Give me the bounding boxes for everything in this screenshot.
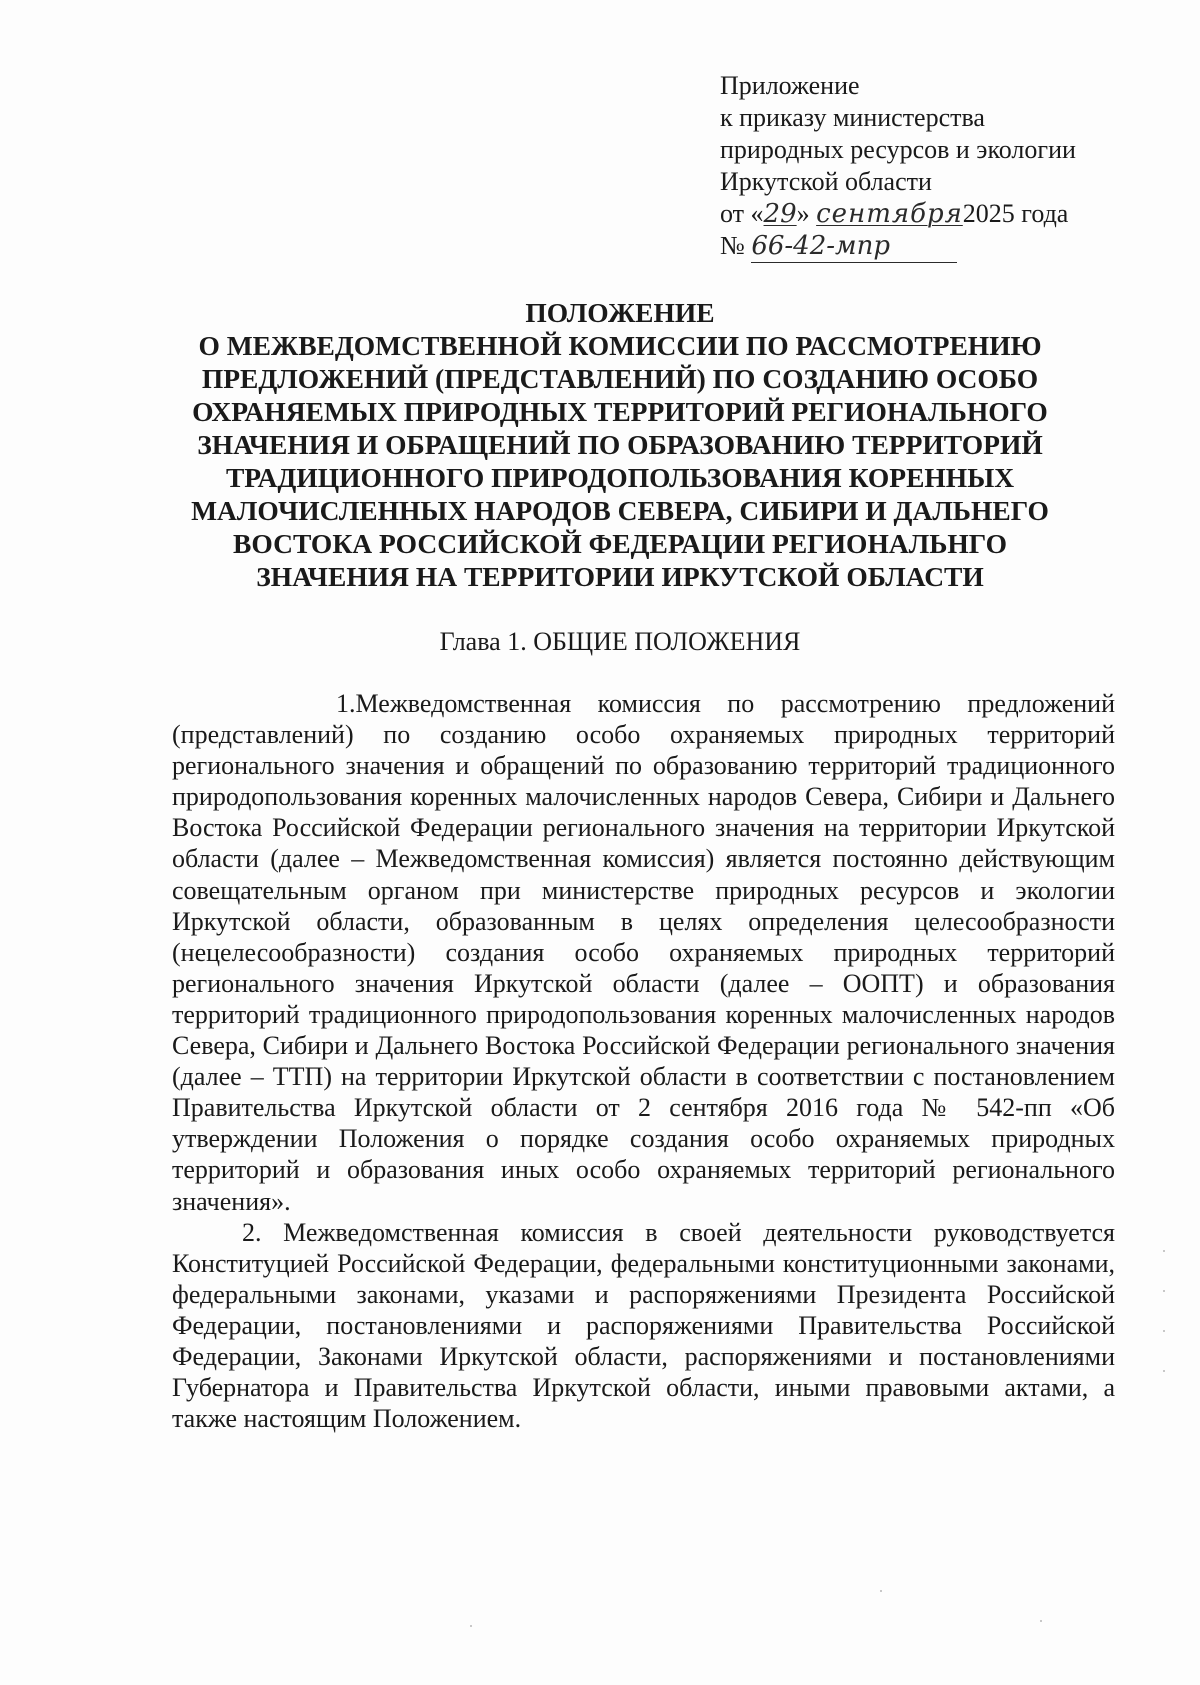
handwritten-date-month: сентября — [816, 199, 963, 229]
handwritten-order-number: 66-42-мпр — [751, 230, 957, 263]
appendix-line-3: природных ресурсов и экологии — [720, 135, 1076, 164]
appendix-line-2: к приказу министерства — [720, 103, 985, 132]
scan-speck — [470, 1625, 472, 1627]
appendix-block — [720, 70, 1140, 263]
paragraph-1 — [172, 688, 1115, 1217]
appendix-line-1: Приложение — [720, 71, 860, 100]
title-line-2: О МЕЖВЕДОМСТВЕННОЙ КОМИССИИ ПО РАССМОТРЕНИЮ — [198, 330, 1042, 361]
title-line-9: ЗНАЧЕНИЯ НА ТЕРРИТОРИИ ИРКУТСКОЙ ОБЛАСТИ — [256, 561, 984, 592]
chapter-heading: Глава 1. ОБЩИЕ ПОЛОЖЕНИЯ — [439, 627, 801, 656]
title-line-5: ЗНАЧЕНИЯ И ОБРАЩЕНИЙ ПО ОБРАЗОВАНИЮ ТЕРРИТОРИЙ — [197, 429, 1043, 460]
date-prefix: от « — [720, 199, 764, 228]
appendix-line-4: Иркутской области — [720, 167, 932, 196]
title-line-7: МАЛОЧИСЛЕННЫХ НАРОДОВ СЕВЕРА, СИБИРИ И ДАЛЬНЕГО — [191, 495, 1049, 526]
handwritten-date-day: 29 — [763, 199, 797, 229]
paragraph-2: 2. Межведомственная комиссия в своей деятельности руководствуется Конституцией Российской Федерации, федеральными конституционными законами, федеральными законами, указами и распоряжениями Президента Российской Федерации, постановлениями и распоряжениями Правительства Российской Федерации, Законами Иркутской области, распоряжениями и постановлениями Губернатора и Правительства Иркутской области, иными правовыми актами, а также настоящим Положением. — [172, 1217, 1115, 1434]
title-line-3: ПРЕДЛОЖЕНИЙ (ПРЕДСТАВЛЕНИЙ) ПО СОЗДАНИЮ ОСОБО — [201, 363, 1039, 394]
scan-speck — [1163, 1330, 1165, 1332]
scan-speck — [1040, 1620, 1042, 1622]
scan-speck — [1163, 1250, 1165, 1252]
paragraph-1-number: 1. — [336, 689, 356, 718]
date-suffix: 2025 года — [962, 199, 1069, 228]
document-title — [160, 296, 1080, 593]
date-mid: » — [796, 199, 817, 228]
title-line-6: ТРАДИЦИОННОГО ПРИРОДОПОЛЬЗОВАНИЯ КОРЕННЫХ — [225, 462, 1015, 493]
number-prefix: № — [720, 231, 752, 260]
document-body — [172, 688, 1115, 1434]
paragraph-1-text: Межведомственная комиссия по рассмотрению предложений (представлений) по созданию особо охраняемых природных территорий регионального значения и обращений по образованию территорий традиционного природопользования коренных малочисленных народов Севера, Сибири и Дальнего Востока Российской Федерации регионального значения на территории Иркутской области (далее – Межведомственная комиссия) является постоянно действующим совещательным органом при министерстве природных ресурсов и экологии Иркутской области, образованным в целях определения целесообразности (нецелесообразности) создания особо охраняемых природных территорий регионального значения Иркутской области (далее – ООПТ) и образования территорий традиционного природопользования коренных малочисленных народов Севера, Сибири и Дальнего Востока Российской Федерации регионального значения (далее – ТТП) на территории Иркутской области в соответствии с постановлением Правительства Иркутской области от 2 сентября 2016 года № 542-пп «Об утверждении Положения о порядке создания особо охраняемых природных территорий и образования иных особо охраняемых территорий регионального значения». — [172, 689, 1115, 1216]
appendix-date-line — [720, 198, 1140, 230]
title-line-4: ОХРАНЯЕМЫХ ПРИРОДНЫХ ТЕРРИТОРИЙ РЕГИОНАЛЬНОГО — [192, 396, 1048, 427]
title-line-1: ПОЛОЖЕНИЕ — [525, 297, 715, 328]
scan-speck — [1163, 1290, 1165, 1292]
appendix-number-line — [720, 230, 1140, 263]
title-line-8: ВОСТОКА РОССИЙСКОЙ ФЕДЕРАЦИИ РЕГИОНАЛЬНГО — [233, 528, 1007, 559]
scan-speck — [880, 1590, 882, 1592]
scan-speck — [1163, 1370, 1165, 1372]
